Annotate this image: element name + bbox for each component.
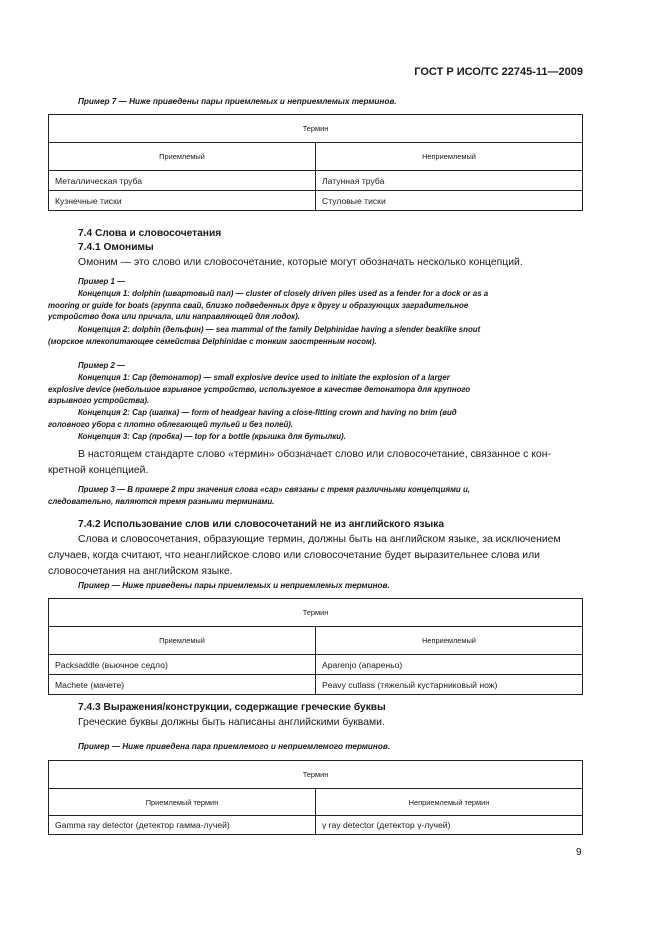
col-unacceptable: Неприемлемый xyxy=(316,143,583,171)
table-cell: Machete (мачете) xyxy=(49,675,316,695)
terms-table-3 xyxy=(48,760,583,835)
table-cell: Латунная труба xyxy=(316,171,583,191)
homonym-definition: Омоним — это слово или словосочетание, которые могут обозначать несколько концепций. xyxy=(78,257,523,268)
table-cell: Кузнечные тиски xyxy=(49,191,316,211)
page-number: 9 xyxy=(576,847,582,858)
section-7-4-title: 7.4 Слова и словосочетания xyxy=(78,228,222,239)
example-2-concept-2: Концепция 2: Cap (шапка) — form of headgear having a close-fitting crown and having no brim (вид головного убора с плотно облегающей тульей и без полей). xyxy=(48,408,457,429)
table-cell: Packsaddle (вьючное седло) xyxy=(49,655,316,675)
example-7-4-2-caption: Пример — Ниже приведены пары приемлемых и неприемлемых терминов. xyxy=(78,581,390,590)
terms-table-1 xyxy=(48,114,583,211)
section-7-4-3-title: 7.4.3 Выражения/конструкции, содержащие греческие буквы xyxy=(78,702,386,713)
col-acceptable: Приемлемый термин xyxy=(49,789,316,816)
table-cell: Aparenjo (апареньо) xyxy=(316,655,583,675)
col-unacceptable: Неприемлемый xyxy=(316,627,583,655)
col-acceptable: Приемлемый xyxy=(49,143,316,171)
example-1-concept-1: Концепция 1: dolphin (швартовый пал) — cluster of closely driven piles used as a fender for a dock or as a mooring or guide for boats (группа свай, близко подведенных друг к другу и образующих заградительное устройство дока или причала, или направляющей для лодок). xyxy=(48,289,489,322)
section-7-4-2-title: 7.4.2 Использование слов или словосочетаний не из английского языка xyxy=(78,519,445,530)
example-2-concept-3: Концепция 3: Cap (пробка) — top for a bottle (крышка для бутылки). xyxy=(78,432,346,441)
table-title: Термин xyxy=(49,115,583,143)
table-cell: γ ray detector (детектор γ-лучей) xyxy=(316,816,583,835)
example-1-concept-2: Концепция 2: dolphin (дельфин) — sea mammal of the family Delphinidae having a slender beaklike snout (морское млекопитающее семейства Delphinidae с тонким заостренным носом). xyxy=(48,325,481,346)
example-2-concept-1: Концепция 1: Cap (детонатор) — small explosive device used to initiate the explosion of a larger explosive device (небольшое взрывное устройство, используемое в качестве детонатора для крупного взрывного устройства). xyxy=(48,373,471,406)
table-cell: Стуловые тиски xyxy=(316,191,583,211)
table-cell: Gamma ray detector (детектор гамма-лучей) xyxy=(49,816,316,835)
table-cell: Металлическая труба xyxy=(49,171,316,191)
document-code: ГОСТ Р ИСО/ТС 22745-11—2009 xyxy=(414,66,583,78)
example-2-heading: Пример 2 — xyxy=(78,361,126,370)
section-7-4-3-paragraph: Греческие буквы должны быть написаны английскими буквами. xyxy=(78,717,385,728)
example-1-heading: Пример 1 — xyxy=(78,277,126,286)
example-7-caption: Пример 7 — Ниже приведены пары приемлемых и неприемлемых терминов. xyxy=(78,97,397,106)
table-title: Термин xyxy=(49,761,583,789)
table-cell: Peavy cutlass (тяжелый кустарниковый нож) xyxy=(316,675,583,695)
table-title: Термин xyxy=(49,599,583,627)
term-definition-paragraph: В настоящем стандарте слово «термин» обозначает слово или словосочетание, связанное с кон- кретной концепцией. xyxy=(48,449,551,476)
section-7-4-1-title: 7.4.1 Омонимы xyxy=(78,242,154,253)
section-7-4-2-paragraph: Слова и словосочетания, образующие термин, должны быть на английском языке, за исключением случаев, когда считают, что неанглийское слово или словосочетание будет выразительнее слова или словосочетания на английском языке. xyxy=(48,534,561,577)
example-7-4-3-caption: Пример — Ниже приведена пара приемлемого и неприемлемого терминов. xyxy=(78,742,391,751)
terms-table-2 xyxy=(48,598,583,695)
col-unacceptable: Неприемлемый термин xyxy=(316,789,583,816)
col-acceptable: Приемлемый xyxy=(49,627,316,655)
example-3: Пример 3 — В примере 2 три значения слова «cap» связаны с тремя различными концепциями и, следовательно, являются тремя разными терминами. xyxy=(48,485,470,506)
